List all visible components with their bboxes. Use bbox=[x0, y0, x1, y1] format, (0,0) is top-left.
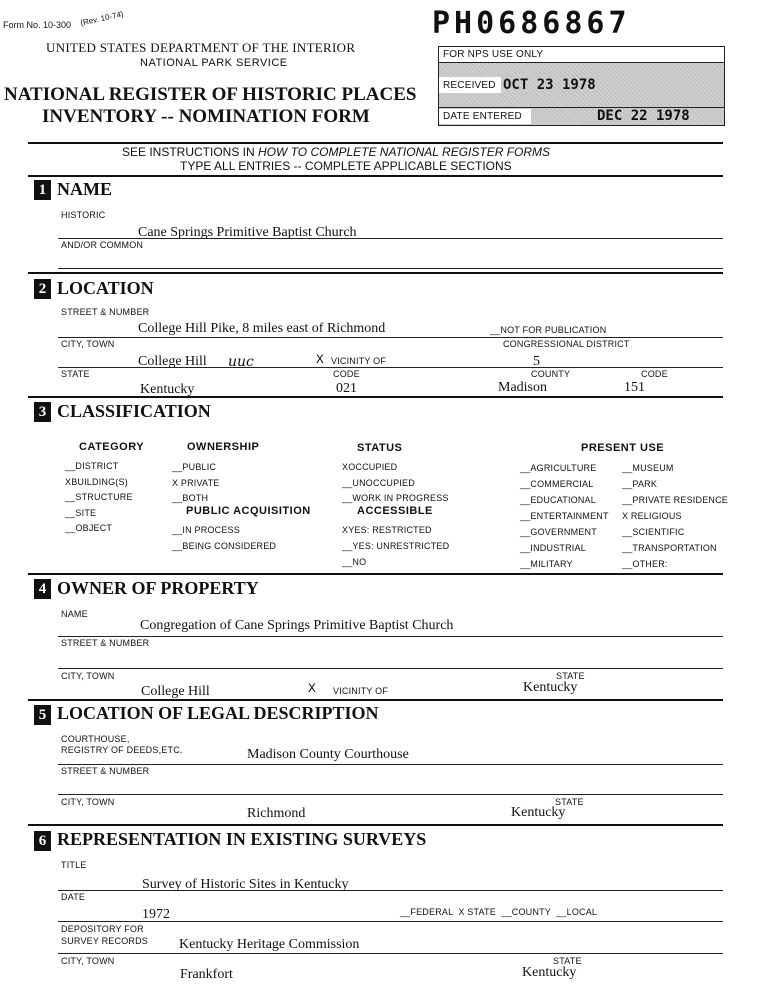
section-1-number: 1 bbox=[34, 180, 51, 200]
depository-state-value: Kentucky bbox=[522, 965, 577, 980]
owner-street-label: STREET & NUMBER bbox=[61, 638, 150, 648]
accessible-list bbox=[342, 522, 449, 570]
present-use-item: __AGRICULTURE bbox=[520, 463, 597, 473]
accessible-header: ACCESSIBLE bbox=[357, 505, 433, 517]
ownership-item: X PRIVATE bbox=[172, 477, 220, 488]
present-use-item: __COMMERCIAL bbox=[520, 479, 594, 489]
street-value: College Hill Pike, 8 miles east of Richmond bbox=[138, 321, 386, 336]
instructions-line2: TYPE ALL ENTRIES -- COMPLETE APPLICABLE SECTIONS bbox=[180, 159, 512, 173]
county-value: Madison bbox=[498, 380, 547, 395]
county-code-label: CODE bbox=[641, 369, 668, 379]
present-use-item: __TRANSPORTATION bbox=[622, 543, 717, 553]
survey-date-label: DATE bbox=[61, 892, 86, 902]
historic-label: HISTORIC bbox=[61, 210, 106, 220]
city-value: College Hill bbox=[138, 354, 207, 369]
present-use-header: PRESENT USE bbox=[581, 442, 665, 454]
historic-name-value: Cane Springs Primitive Baptist Church bbox=[138, 225, 357, 240]
present-use-list-1 bbox=[520, 460, 609, 572]
survey-title-value: Survey of Historic Sites in Kentucky bbox=[142, 877, 349, 892]
category-list bbox=[65, 459, 133, 537]
form-title: NATIONAL REGISTER OF HISTORIC PLACES bbox=[4, 84, 417, 105]
county-label: COUNTY bbox=[531, 369, 571, 379]
status-item: XOCCUPIED bbox=[342, 462, 398, 472]
section-3-title: CLASSIFICATION bbox=[57, 401, 211, 421]
section-4-title: OWNER OF PROPERTY bbox=[57, 578, 259, 598]
legal-city-label: CITY, TOWN bbox=[61, 797, 115, 807]
state-code-value: 021 bbox=[336, 381, 357, 396]
category-item: __DISTRICT bbox=[65, 461, 119, 471]
state-label: STATE bbox=[61, 369, 90, 379]
owner-name-value: Congregation of Cane Springs Primitive Baptist Church bbox=[140, 618, 454, 633]
congressional-district-value: 5 bbox=[533, 354, 540, 369]
legal-city-value: Richmond bbox=[247, 806, 306, 821]
date-entered-stamp: DEC 22 1978 bbox=[597, 108, 690, 124]
accessible-item: __NO bbox=[342, 557, 367, 567]
status-list bbox=[342, 460, 449, 507]
received-stamp: OCT 23 1978 bbox=[503, 77, 596, 93]
present-use-item: __GOVERNMENT bbox=[520, 527, 597, 537]
present-use-item: __SCIENTIFIC bbox=[622, 527, 685, 537]
vicinity-mark: X bbox=[316, 352, 324, 367]
state-value: Kentucky bbox=[140, 382, 195, 397]
legal-state-value: Kentucky bbox=[511, 805, 566, 820]
survey-level: __FEDERAL X STATE __COUNTY __LOCAL bbox=[400, 907, 598, 917]
status-item: __WORK IN PROGRESS bbox=[342, 493, 449, 503]
accessible-item: XYES: RESTRICTED bbox=[342, 525, 432, 535]
present-use-item: __EDUCATIONAL bbox=[520, 495, 596, 505]
instructions-line1: SEE INSTRUCTIONS IN HOW TO COMPLETE NATIONAL REGISTER FORMS bbox=[122, 145, 551, 159]
street-label: STREET & NUMBER bbox=[61, 307, 150, 317]
nps-box-header: FOR NPS USE ONLY bbox=[443, 49, 544, 60]
present-use-item: __MILITARY bbox=[520, 559, 573, 569]
category-header: CATEGORY bbox=[79, 441, 145, 453]
date-entered-label: DATE ENTERED bbox=[443, 111, 522, 122]
owner-city-value: College Hill bbox=[141, 684, 210, 699]
status-header: STATUS bbox=[357, 442, 403, 454]
ownership-item: __BOTH bbox=[172, 493, 209, 503]
handwritten-id: PH0686867 bbox=[432, 6, 631, 41]
section-3-number: 3 bbox=[34, 402, 51, 422]
vicinity-label: VICINITY OF bbox=[331, 356, 387, 366]
courthouse-label-1: COURTHOUSE, bbox=[61, 734, 130, 744]
section-6-title: REPRESENTATION IN EXISTING SURVEYS bbox=[57, 829, 427, 849]
department-name: UNITED STATES DEPARTMENT OF THE INTERIOR bbox=[46, 40, 356, 55]
present-use-item: __OTHER: bbox=[622, 559, 668, 569]
service-name: NATIONAL PARK SERVICE bbox=[140, 57, 288, 69]
legal-street-label: STREET & NUMBER bbox=[61, 766, 150, 776]
category-item: __OBJECT bbox=[65, 523, 113, 533]
category-item: XBUILDING(S) bbox=[65, 476, 128, 487]
depository-city-label: CITY, TOWN bbox=[61, 956, 115, 966]
section-2-title: LOCATION bbox=[57, 278, 154, 298]
ownership-header: OWNERSHIP bbox=[187, 441, 260, 453]
depository-state-label: STATE bbox=[553, 956, 582, 966]
section-5-title: LOCATION OF LEGAL DESCRIPTION bbox=[57, 703, 379, 723]
owner-city-label: CITY, TOWN bbox=[61, 671, 115, 681]
accessible-item: __YES: UNRESTRICTED bbox=[342, 541, 450, 551]
section-6-number: 6 bbox=[34, 831, 51, 851]
acquisition-item: __BEING CONSIDERED bbox=[172, 541, 277, 551]
present-use-list-2 bbox=[622, 460, 728, 572]
county-code-value: 151 bbox=[624, 380, 645, 395]
not-for-publication: __NOT FOR PUBLICATION bbox=[490, 325, 607, 335]
received-label: RECEIVED bbox=[443, 80, 496, 91]
present-use-item: __ENTERTAINMENT bbox=[520, 511, 609, 521]
present-use-item: __PRIVATE RESIDENCE bbox=[622, 495, 728, 505]
present-use-item: X RELIGIOUS bbox=[622, 511, 682, 521]
depository-label-1: DEPOSITORY FOR bbox=[61, 924, 144, 934]
handwritten-note: uuc bbox=[228, 354, 254, 370]
acquisition-header: PUBLIC ACQUISITION bbox=[186, 505, 311, 517]
category-item: __STRUCTURE bbox=[65, 492, 133, 502]
owner-name-label: NAME bbox=[61, 609, 88, 619]
state-code-label: CODE bbox=[333, 369, 360, 379]
common-name-label: AND/OR COMMON bbox=[61, 240, 144, 250]
depository-value: Kentucky Heritage Commission bbox=[179, 937, 360, 952]
courthouse-label-2: REGISTRY OF DEEDS,ETC. bbox=[61, 745, 183, 755]
owner-vicinity-mark: X bbox=[308, 681, 316, 696]
present-use-item: __MUSEUM bbox=[622, 463, 674, 473]
section-5-number: 5 bbox=[34, 705, 51, 725]
status-item: __UNOCCUPIED bbox=[342, 477, 415, 488]
survey-date-value: 1972 bbox=[142, 907, 170, 922]
owner-state-label: STATE bbox=[556, 671, 585, 681]
acquisition-item: __IN PROCESS bbox=[172, 525, 240, 535]
ownership-item: __PUBLIC bbox=[172, 462, 217, 472]
legal-state-label: STATE bbox=[555, 797, 584, 807]
form-subtitle: INVENTORY -- NOMINATION FORM bbox=[42, 106, 370, 127]
courthouse-value: Madison County Courthouse bbox=[247, 747, 409, 762]
depository-label-2: SURVEY RECORDS bbox=[61, 936, 148, 946]
acquisition-list bbox=[172, 522, 276, 554]
city-label: CITY, TOWN bbox=[61, 339, 115, 349]
form-number: Form No. 10-300 bbox=[3, 20, 72, 30]
section-1-title: NAME bbox=[57, 179, 112, 199]
present-use-item: __INDUSTRIAL bbox=[520, 543, 586, 553]
congressional-district-label: CONGRESSIONAL DISTRICT bbox=[503, 339, 630, 349]
section-2-number: 2 bbox=[34, 279, 51, 299]
category-item: __SITE bbox=[65, 507, 97, 518]
section-4-number: 4 bbox=[34, 579, 51, 599]
present-use-item: __PARK bbox=[622, 479, 658, 489]
owner-vicinity-label: VICINITY OF bbox=[333, 686, 389, 696]
depository-city-value: Frankfort bbox=[180, 967, 233, 982]
survey-title-label: TITLE bbox=[61, 860, 87, 870]
nps-use-box bbox=[438, 46, 725, 126]
ownership-list bbox=[172, 460, 219, 507]
owner-state-value: Kentucky bbox=[523, 680, 578, 695]
form-revision: (Rev. 10-74) bbox=[79, 9, 125, 28]
